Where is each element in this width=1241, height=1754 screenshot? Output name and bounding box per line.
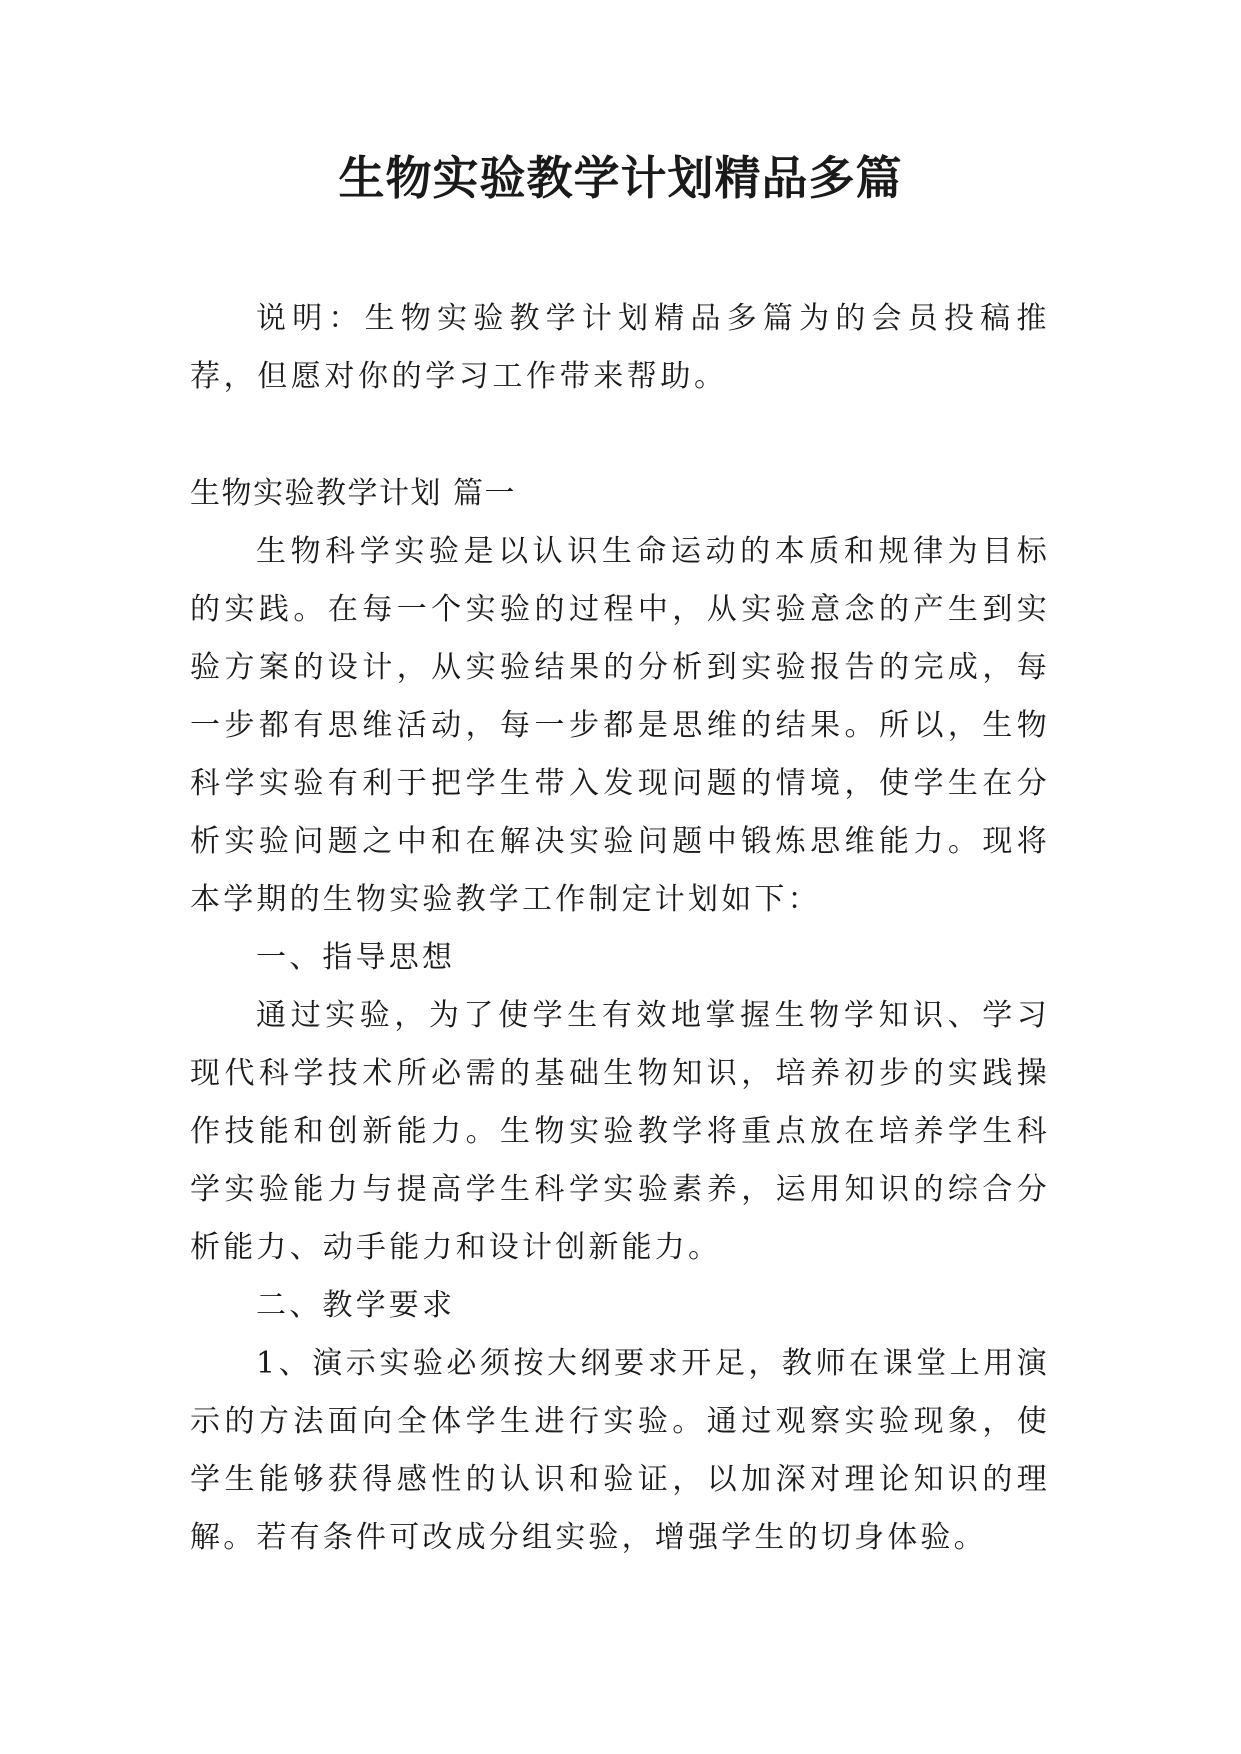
subheading-guiding-ideology: 一、指导思想 [256,940,456,975]
body-paragraph: 通过实验，为了使学生有效地掌握生物学知识、学习现代科学技术所必需的基础生物知识，培养初步的实践操作技能和创新能力。生物实验教学将重点放在培养学生科学实验能力与提高学生科学实验素养，运用知识的综合分析能力、动手能力和设计创新能力。 [190,998,1050,1265]
section-title: 生物实验教学计划 篇一 [190,476,517,511]
document-title: 生物实验教学计划精品多篇 [338,151,903,205]
body-paragraph: 生物科学实验是以认识生命运动的本质和规律为目标的实践。在每一个实验的过程中，从实验意念的产生到实验方案的设计，从实验结果的分析到实验报告的完成，每一步都有思维活动，每一步都是思维的结果。所以，生物科学实验有利于把学生带入发现问题的情境，使学生在分析实验问题之中和在解决实验问题中锻炼思维能力。现将本学期的生物实验教学工作制定计划如下： [190,534,1050,917]
intro-paragraph: 说明：生物实验教学计划精品多篇为的会员投稿推荐，但愿对你的学习工作带来帮助。 [190,301,1050,394]
body-paragraph: 1、演示实验必须按大纲要求开足，教师在课堂上用演示的方法面向全体学生进行实验。通过观察实验现象，使学生能够获得感性的认识和验证，以加深对理论知识的理解。若有条件可改成分组实验，增强学生的切身体验。 [190,1346,1050,1555]
subheading-teaching-requirements: 二、教学要求 [256,1288,456,1323]
